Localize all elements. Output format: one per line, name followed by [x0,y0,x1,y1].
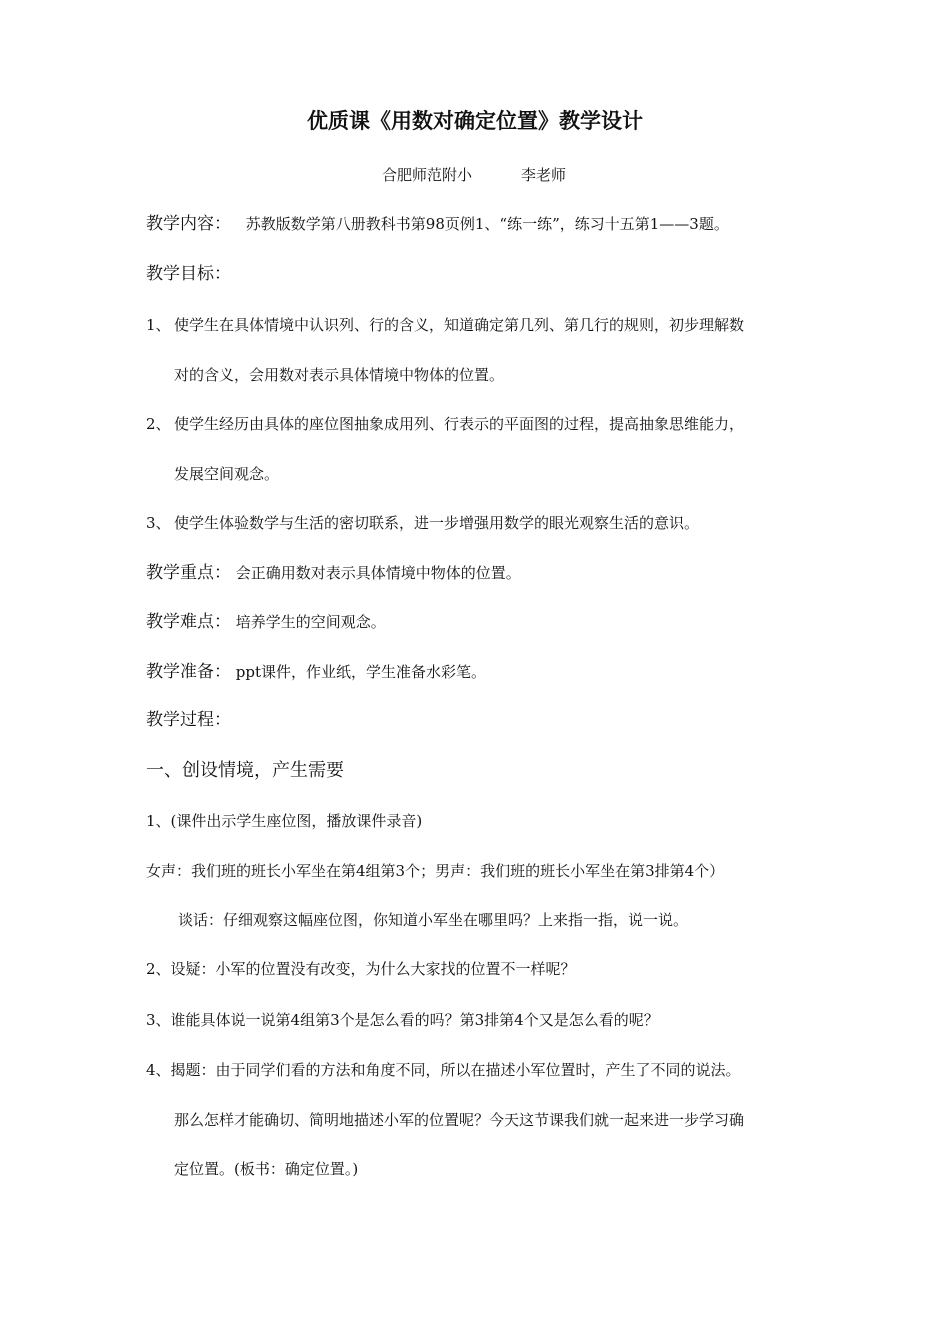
objective-3 [146,516,699,531]
step-4-continued: 那么怎样才能确切、简明地描述小军的位置呢？今天这节课我们就一起来进一步学习确 [174,1111,745,1129]
key-point-text: 会正确用数对表示具体情境中物体的位置。 [235,564,521,582]
objective-1 [146,318,744,333]
key-point-label: 教学重点： [146,563,231,583]
objective-2-continued: 发展空间观念。 [174,465,280,483]
author-school: 合肥师范附小 [382,166,473,184]
author-teacher: 李老师 [521,166,567,184]
difficulty-text: 培养学生的空间观念。 [235,613,386,631]
key-point-row [146,565,521,582]
objective-text: 使学生体验数学与生活的密切联系，进一步增强用数学的眼光观察生活的意识。 [174,514,700,532]
content-text: 苏教版数学第八册教科书第98页例1、“练一练”，练习十五第1——3题。 [245,215,729,233]
objective-text: 使学生在具体情境中认识列、行的含义，知道确定第几列、第几行的规则，初步理解数 [174,316,745,334]
process-label: 教学过程： [146,710,231,730]
objectives-label: 教学目标： [146,264,231,284]
preparation-row [146,664,486,681]
objective-number: 3、 [146,514,171,532]
teacher-talk: 谈话：仔细观察这幅座位图，你知道小军坐在哪里吗？上来指一指，说一说。 [178,911,689,929]
content-label: 教学内容： [146,214,231,234]
step-3: 3、谁能具体说一说第4组第3个是怎么看的吗？第3排第4个又是怎么看的呢？ [146,1011,659,1029]
difficulty-row [146,614,386,631]
objective-number: 2、 [146,415,171,433]
objective-number: 1、 [146,316,171,334]
step-4-continued: 定位置。(板书：确定位置。) [174,1160,359,1178]
step-2: 2、设疑：小军的位置没有改变，为什么大家找的位置不一样呢？ [146,960,576,978]
recording-voices: 女声：我们班的班长小军坐在第4组第3个；男声：我们班的班长小军坐在第3排第4个） [146,862,725,880]
objective-1-continued: 对的含义，会用数对表示具体情境中物体的位置。 [174,366,505,384]
step-4: 4、揭题：由于同学们看的方法和角度不同，所以在描述小军位置时，产生了不同的说法。 [146,1061,741,1079]
difficulty-label: 教学难点： [146,612,231,632]
objective-text: 使学生经历由具体的座位图抽象成用列、行表示的平面图的过程，提高抽象思维能力， [174,415,745,433]
preparation-text: ppt课件，作业纸，学生准备水彩笔。 [235,663,487,681]
section-heading: 一、创设情境，产生需要 [146,760,344,781]
preparation-label: 教学准备： [146,662,231,682]
step-1: 1、(课件出示学生座位图，播放课件录音) [146,812,423,830]
content-row [146,216,729,233]
document-title: 优质课《用数对确定位置》教学设计 [307,108,643,133]
objective-2 [146,417,744,432]
